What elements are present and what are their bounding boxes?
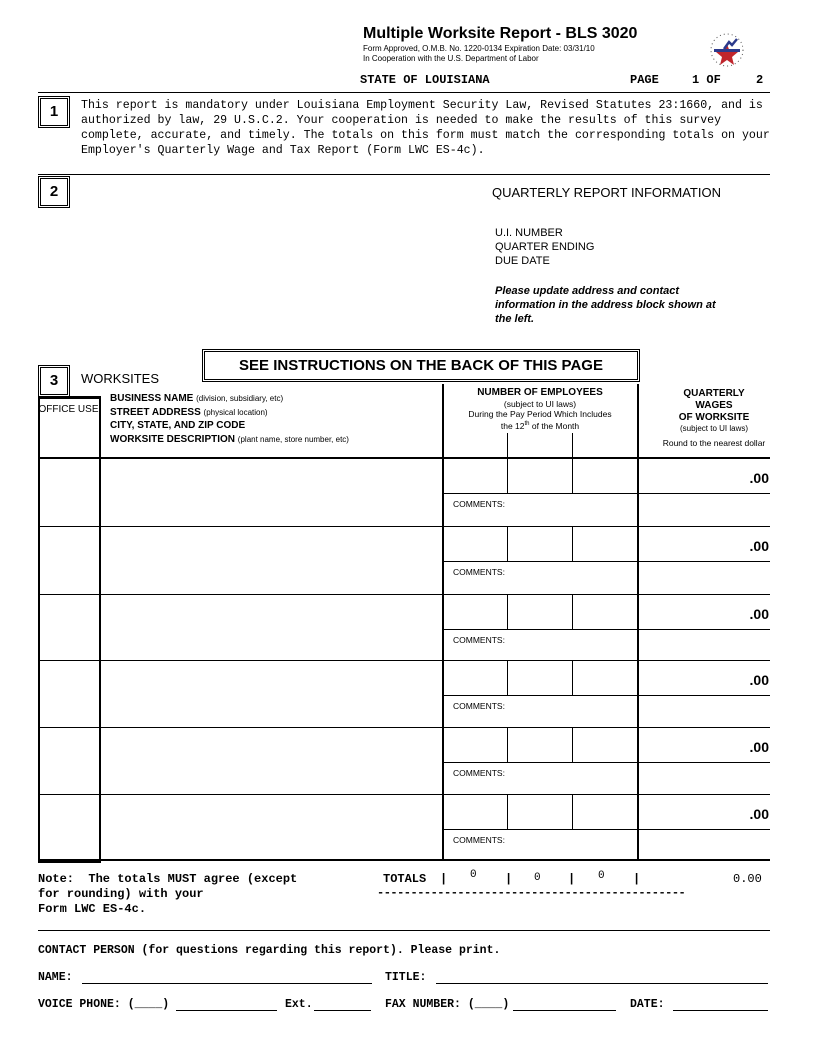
- employees-month-2-input[interactable]: [508, 794, 572, 829]
- totals-dashes: ----------------------------------------------: [377, 886, 686, 900]
- total-month-3: 0: [598, 870, 605, 882]
- employees-month-2-input[interactable]: [508, 526, 572, 561]
- totals-sep: |: [568, 872, 576, 886]
- worksites-label: WORKSITES: [81, 371, 160, 386]
- quarter-ending-label: QUARTER ENDING: [495, 241, 595, 253]
- title-label: TITLE:: [385, 971, 427, 984]
- section-2-box: 2: [38, 176, 70, 208]
- name-field[interactable]: [82, 983, 372, 984]
- form-title: Multiple Worksite Report - BLS 3020: [363, 25, 638, 42]
- wages-input[interactable]: .00: [749, 538, 769, 554]
- wages-input[interactable]: .00: [749, 672, 769, 688]
- employees-title: NUMBER OF EMPLOYEES: [477, 387, 603, 398]
- employees-month-3-input[interactable]: [573, 526, 637, 561]
- employees-month-3-input[interactable]: [573, 794, 637, 829]
- employees-month-1-input[interactable]: [443, 458, 507, 493]
- worksite-info-cell[interactable]: [101, 458, 441, 526]
- title-field[interactable]: [436, 983, 768, 984]
- worksite-info-cell[interactable]: [101, 727, 441, 794]
- wages-input[interactable]: .00: [749, 606, 769, 622]
- comments-label: COMMENTS:: [453, 567, 505, 577]
- city-label: CITY, STATE, AND ZIP CODE: [110, 420, 246, 431]
- totals-note: Note: The totals MUST agree (except for rounding) with your Form LWC ES-4c.: [38, 872, 298, 916]
- wages-input[interactable]: .00: [749, 470, 769, 486]
- section-1-box: 1: [38, 96, 70, 128]
- employees-sup: th: [524, 421, 530, 427]
- date-label: DATE:: [630, 998, 665, 1011]
- comments-label: COMMENTS:: [453, 701, 505, 711]
- fax-label: FAX NUMBER: (____): [385, 998, 510, 1011]
- comments-label: COMMENTS:: [453, 835, 505, 845]
- employees-month-3-input[interactable]: [573, 660, 637, 695]
- address-update-note: Please update address and contact information in the address block shown at the left.: [495, 285, 716, 325]
- desc-note: (plant name, store number, etc): [237, 434, 349, 444]
- comments-input[interactable]: [510, 495, 768, 524]
- voice-phone-label: VOICE PHONE: (____): [38, 998, 170, 1011]
- comments-input[interactable]: [510, 764, 768, 792]
- wages-round: Round to the nearest dollar: [662, 438, 766, 448]
- approval-text: Form Approved, O.M.B. No. 1220-0134 Expiration Date: 03/31/10: [363, 44, 595, 53]
- total-month-2: 0: [534, 872, 541, 884]
- cooperation-text: In Cooperation with the U.S. Department of Labor: [363, 54, 539, 63]
- comments-label: COMMENTS:: [453, 768, 505, 778]
- wages-sub: (subject to UI laws): [679, 424, 749, 433]
- office-use-cell[interactable]: [40, 727, 98, 794]
- wages-input[interactable]: .00: [749, 806, 769, 822]
- street-note: (physical location): [203, 407, 268, 417]
- office-use-label: OFFICE USE: [38, 404, 99, 415]
- employees-month-2-input[interactable]: [508, 727, 572, 762]
- comments-input[interactable]: [510, 631, 768, 658]
- total-month-1: 0: [470, 869, 477, 881]
- contact-heading: CONTACT PERSON (for questions regarding this report). Please print.: [38, 944, 501, 957]
- ext-field[interactable]: [314, 1010, 371, 1011]
- street-label: STREET ADDRESS: [110, 406, 201, 418]
- employees-month-1-input[interactable]: [443, 594, 507, 629]
- comments-input[interactable]: [510, 563, 768, 592]
- section-3-box: 3: [38, 365, 70, 397]
- quarterly-report-heading: QUARTERLY REPORT INFORMATION: [492, 185, 721, 200]
- wages-title-3: OF WORKSITE: [678, 412, 750, 423]
- totals-sep: |: [440, 872, 448, 886]
- business-name-label: BUSINESS NAME: [110, 393, 194, 404]
- employees-month-1-input[interactable]: [443, 727, 507, 762]
- totals-sep: |: [505, 872, 513, 886]
- employees-month-1-input[interactable]: [443, 794, 507, 829]
- totals-sep: |: [633, 872, 641, 886]
- section-1-text: This report is mandatory under Louisiana Employment Security Law, Revised Statutes 23:1660, and is authorized by law, 29 U.S.C.2. Your cooperation is needed to make the results of this survey complete, accurate, and timely. The totals on this form must match the corresponding totals on your Employer's Quarterly Wage and Tax Report (Form LWC ES-4c).: [81, 99, 770, 157]
- comments-input[interactable]: [510, 831, 768, 857]
- totals-label: TOTALS: [383, 872, 427, 886]
- page-total: 2: [756, 73, 764, 87]
- worksite-info-cell[interactable]: [101, 526, 441, 594]
- employees-month-3-input[interactable]: [573, 727, 637, 762]
- office-use-cell[interactable]: [40, 660, 98, 727]
- page-current: 1 OF: [692, 73, 721, 87]
- bls-star-logo-icon: [705, 32, 749, 68]
- voice-phone-field[interactable]: [176, 1010, 277, 1011]
- employees-month-1-input[interactable]: [443, 526, 507, 561]
- office-use-cell[interactable]: [40, 594, 98, 660]
- wages-title-1: QUARTERLY: [683, 388, 745, 399]
- employees-line2: the 12: [500, 420, 525, 431]
- ui-number-label: U.I. NUMBER: [495, 227, 563, 239]
- name-label: NAME:: [38, 971, 73, 984]
- office-use-cell[interactable]: [40, 526, 98, 594]
- desc-label: WORKSITE DESCRIPTION: [110, 433, 236, 445]
- comments-label: COMMENTS:: [453, 499, 505, 509]
- worksite-info-cell[interactable]: [101, 794, 441, 859]
- due-date-label: DUE DATE: [495, 255, 550, 267]
- ext-label: Ext.: [285, 998, 313, 1011]
- employees-sub: (subject to UI laws): [503, 399, 577, 409]
- worksite-info-cell[interactable]: [101, 594, 441, 660]
- employees-line1: During the Pay Period Which Includes: [468, 409, 612, 419]
- office-use-cell[interactable]: [40, 794, 98, 859]
- date-field[interactable]: [673, 1010, 768, 1011]
- comments-input[interactable]: [510, 697, 768, 725]
- employees-month-3-input[interactable]: [573, 458, 637, 493]
- wages-title-2: WAGES: [695, 400, 733, 411]
- comments-label: COMMENTS:: [453, 635, 505, 645]
- wages-input[interactable]: .00: [749, 739, 769, 755]
- employees-month-3-input[interactable]: [573, 594, 637, 629]
- office-use-cell[interactable]: [40, 458, 98, 526]
- total-wages: 0.00: [733, 872, 762, 886]
- employees-month-1-input[interactable]: [443, 660, 507, 695]
- page-label: PAGE: [630, 73, 659, 87]
- business-name-note: (division, subsidiary, etc): [196, 394, 284, 403]
- employees-month-2-input[interactable]: [508, 458, 572, 493]
- fax-field[interactable]: [513, 1010, 616, 1011]
- worksite-info-cell[interactable]: [101, 660, 441, 727]
- employees-month-2-input[interactable]: [508, 594, 572, 629]
- employees-month-2-input[interactable]: [508, 660, 572, 695]
- state-name: STATE OF LOUISIANA: [360, 73, 490, 87]
- employees-line2b: of the Month: [529, 420, 580, 431]
- instructions-banner: SEE INSTRUCTIONS ON THE BACK OF THIS PAGE: [202, 349, 640, 382]
